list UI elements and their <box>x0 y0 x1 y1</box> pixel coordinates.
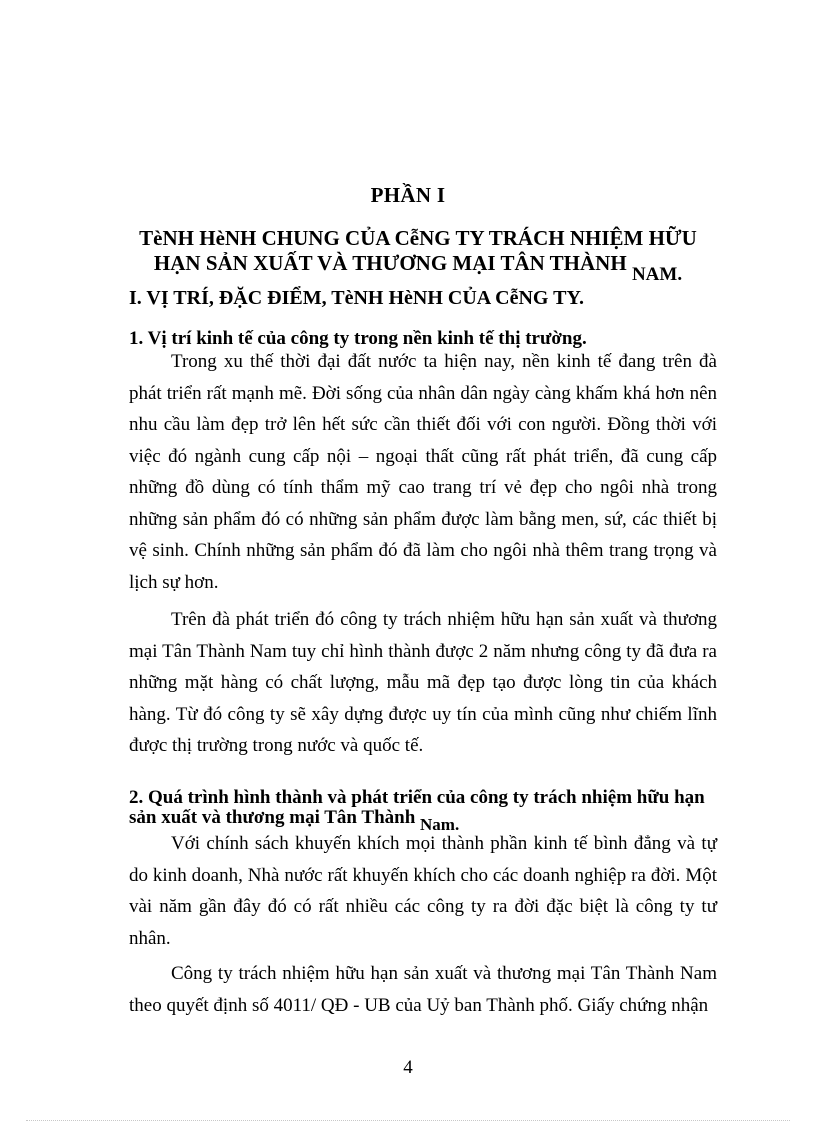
page-bottom-rule <box>26 1120 790 1121</box>
section-1-heading: I. VỊ TRÍ, ĐẶC ĐIỂM, TèNH HèNH CỦA CễNG TY. <box>129 287 585 309</box>
subsection-1-heading: 1. Vị trí kinh tế của công ty trong nền kinh tế thị trường. <box>129 328 587 349</box>
main-title <box>118 226 718 285</box>
subsection-2-heading-line-2 <box>129 807 705 834</box>
paragraph-3: Với chính sách khuyến khích mọi thành phần kinh tế bình đẳng và tự do kinh doanh, Nhà nước rất khuyến khích cho các doanh nghiệp ra đời. Một vài năm gần đây đó có rất nhiều các công ty ra đời đặc biệt là công ty tư nhân. <box>129 833 717 949</box>
page-number: 4 <box>403 1057 413 1078</box>
main-title-tail: NAM. <box>631 264 683 285</box>
paragraph-1: Trong xu thế thời đại đất nước ta hiện nay, nền kinh tế đang trên đà phát triển rất mạnh mẽ. Đời sống của nhân dân ngày càng khấm khá hơn nên nhu cầu làm đẹp trở lên hết sức cần thiết đối với con người. Đồng thời với việc đó ngành cung cấp nội – ngoại thất cũng rất phát triển, đã cung cấp những đồ dùng có tính thẩm mỹ cao trang trí vẻ đẹp cho ngôi nhà trong những sản phẩm đó có những sản phẩm được làm bằng men, sứ, các thiết bị vệ sinh. Chính những sản phẩm đó đã làm cho ngôi nhà thêm trang trọng và lịch sự hơn. <box>129 351 717 593</box>
subsection-2-heading-line-1: 2. Quá trình hình thành và phát triển của công ty trách nhiệm hữu hạn <box>129 787 705 808</box>
subsection-2-heading <box>129 787 705 834</box>
main-title-line-2 <box>118 251 718 285</box>
subsection-2-heading-line-2-text: sản xuất và thương mại Tân Thành <box>129 807 416 828</box>
paragraph-4: Công ty trách nhiệm hữu hạn sản xuất và thương mại Tân Thành Nam theo quyết định số 4011/ QĐ - UB của Uỷ ban Thành phố. Giấy chứng nhận <box>129 963 717 1016</box>
part-title: PHẦN I <box>370 183 446 207</box>
main-title-line-1: TèNH HèNH CHUNG CỦA CễNG TY TRÁCH NHIỆM HỮU <box>139 226 697 250</box>
paragraph-2: Trên đà phát triển đó công ty trách nhiệm hữu hạn sản xuất và thương mại Tân Thành Nam tuy chỉ hình thành được 2 năm nhưng công ty đã đưa ra những mặt hàng có chất lượng, mẫu mã đẹp tạo được lòng tin của khách hàng. Từ đó công ty sẽ xây dựng được uy tín của mình cũng như chiếm lĩnh được thị trường trong nước và quốc tế. <box>129 609 717 756</box>
main-title-line-2-text: HẠN SẢN XUẤT VÀ THƯƠNG MẠI TÂN THÀNH <box>153 251 627 275</box>
subsection-2-heading-tail: Nam. <box>420 815 460 834</box>
